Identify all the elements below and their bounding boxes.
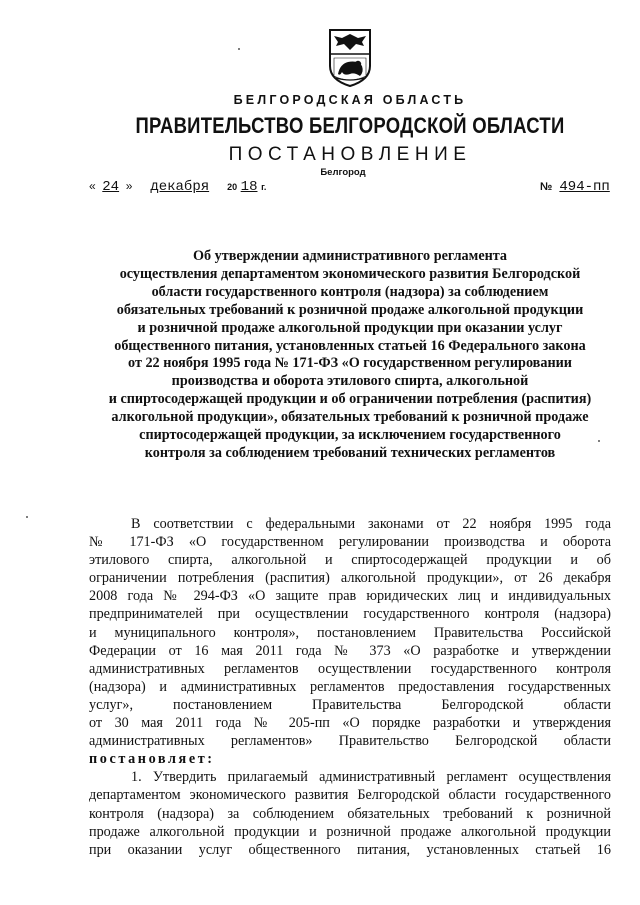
- title-line: области государственного контроля (надзора) за соблюдением: [151, 283, 549, 300]
- title-line: обязательных требований к розничной продаже алкогольной продукции: [116, 301, 584, 318]
- item1-line: продаже алкогольной продукции и розничной продаже алкогольной продукции: [89, 823, 611, 840]
- body-line: от 30 мая 2011 года № 205-пп «О порядке разработки и утверждения: [89, 715, 611, 732]
- government-name: ПРАВИТЕЛЬСТВО БЕЛГОРОДСКОЙ ОБЛАСТИ: [135, 113, 565, 138]
- scan-speck: [238, 48, 240, 50]
- scan-speck: [26, 516, 28, 518]
- body-line: 2008 года № 294-ФЗ «О защите прав юридических лиц и индивидуальных: [89, 588, 611, 605]
- document-type: ПОСТАНОВЛЕНИЕ: [228, 144, 472, 165]
- title-line: общественного питания, установленных статьей 16 Федерального закона: [114, 337, 586, 354]
- title-line: алкогольной продукции», обязательных требований к розничной продаже: [111, 409, 589, 426]
- title-line: спиртосодержащей продукции, за исключением государственного: [139, 427, 561, 444]
- body-line: административных регламентов осуществлении государственного контроля: [89, 660, 611, 677]
- number-value: 494-пп: [559, 179, 610, 195]
- document-title: [70, 248, 630, 463]
- title-line: и розничной продаже алкогольной продукции при оказании услуг: [137, 319, 563, 336]
- document-number: [540, 179, 614, 195]
- number-prefix: №: [540, 181, 553, 193]
- body-line: Федерации от 16 мая 2011 года № 373 «О разработке и утверждении: [89, 642, 611, 659]
- body-line: административных регламентов» Правительство Белгородской области: [89, 733, 611, 750]
- region-name: БЕЛГОРОДСКАЯ ОБЛАСТЬ: [233, 93, 467, 107]
- body-line: услуг», постановлением Правительства Белгородской области: [89, 696, 611, 713]
- resolve-word: постановляет:: [89, 751, 215, 768]
- date-open-quote: «: [89, 179, 96, 193]
- body-line: предпринимателей при осуществлении государственного контроля (надзора): [89, 606, 611, 623]
- item1-line: контроля (надзора) за соблюдением обязательных требований к розничной: [89, 805, 611, 822]
- belgorod-coat-of-arms-icon: [328, 28, 372, 88]
- title-line: контроля за соблюдением требований технических регламентов: [144, 444, 556, 461]
- title-line: осуществления департаментом экономического развития Белгородской: [119, 265, 581, 282]
- body-line: и муниципального контроля», постановлением Правительства Российской: [89, 624, 611, 641]
- date-year-abbr: г.: [261, 182, 267, 192]
- body-line: ограничении потребления (распития) алкогольной продукции», от 26 декабря: [89, 570, 611, 587]
- title-line: Об утверждении административного регламента: [192, 248, 508, 264]
- date-year-prefix: 20: [227, 182, 238, 192]
- title-line: от 22 ноября 1995 года № 171-ФЗ «О государственном регулировании: [128, 355, 572, 372]
- title-line: и спиртосодержащей продукции и об ограничении потребления (распития): [108, 391, 592, 408]
- title-line: производства и оборота этилового спирта, алкогольной: [171, 373, 529, 390]
- body-line: В соответствии с федеральными законами от 22 ноября 1995 года: [131, 516, 611, 532]
- date-year-suffix: 18: [240, 179, 258, 195]
- city-name: Белгород: [320, 167, 366, 178]
- date-close-quote: »: [125, 179, 133, 193]
- body-line: (надзора) и административных регламентов предоставления государственных: [89, 678, 611, 695]
- item1-line: при оказании услуг общественного питания, установленных статьей 16: [89, 841, 611, 858]
- body-line: этилового спирта, алкогольной и спиртосодержащей продукции и об: [89, 552, 611, 569]
- body-line: № 171-ФЗ «О государственном регулировании производства и оборота: [89, 534, 611, 551]
- date-month: декабря: [150, 179, 210, 195]
- scan-speck: [598, 440, 600, 442]
- date-day: 24: [102, 179, 120, 195]
- document-date: [89, 179, 266, 195]
- item1-line: департаментом экономического развития Белгородской области государственного: [89, 787, 611, 804]
- document-body: [89, 515, 611, 859]
- item1-line: 1. Утвердить прилагаемый административный регламент осуществления: [131, 769, 611, 786]
